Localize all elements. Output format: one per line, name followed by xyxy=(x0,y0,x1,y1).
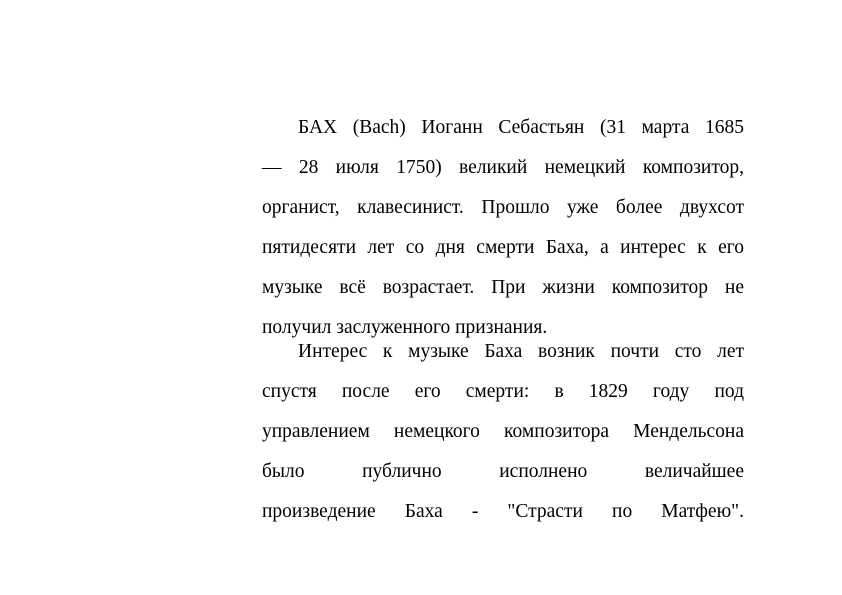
text-block xyxy=(262,108,744,532)
text-line: спустя после его смерти: в 1829 году под xyxy=(262,381,744,402)
text-line: музыке всё возрастает. При жизни композитор не xyxy=(262,277,744,298)
text-line: Интерес к музыке Баха возник почти сто лет xyxy=(298,341,744,362)
text-line: органист, клавесинист. Прошло уже более двухсот xyxy=(262,197,744,218)
text-line: было публично исполнено величайшее xyxy=(262,461,744,482)
text-line: — 28 июля 1750) великий немецкий композитор, xyxy=(262,157,744,178)
paragraph-2 xyxy=(262,332,744,532)
text-line: БАХ (Bach) Иоганн Себастьян (31 марта 1685 xyxy=(298,117,744,138)
text-line: управлением немецкого композитора Мендельсона xyxy=(262,421,744,442)
text-line: получил заслуженного признания. xyxy=(262,317,548,338)
text-line: произведение Баха - "Страсти по Матфею". xyxy=(262,501,744,522)
text-line: пятидесяти лет со дня смерти Баха, а интерес к его xyxy=(262,237,744,258)
paragraph-1 xyxy=(262,108,744,338)
